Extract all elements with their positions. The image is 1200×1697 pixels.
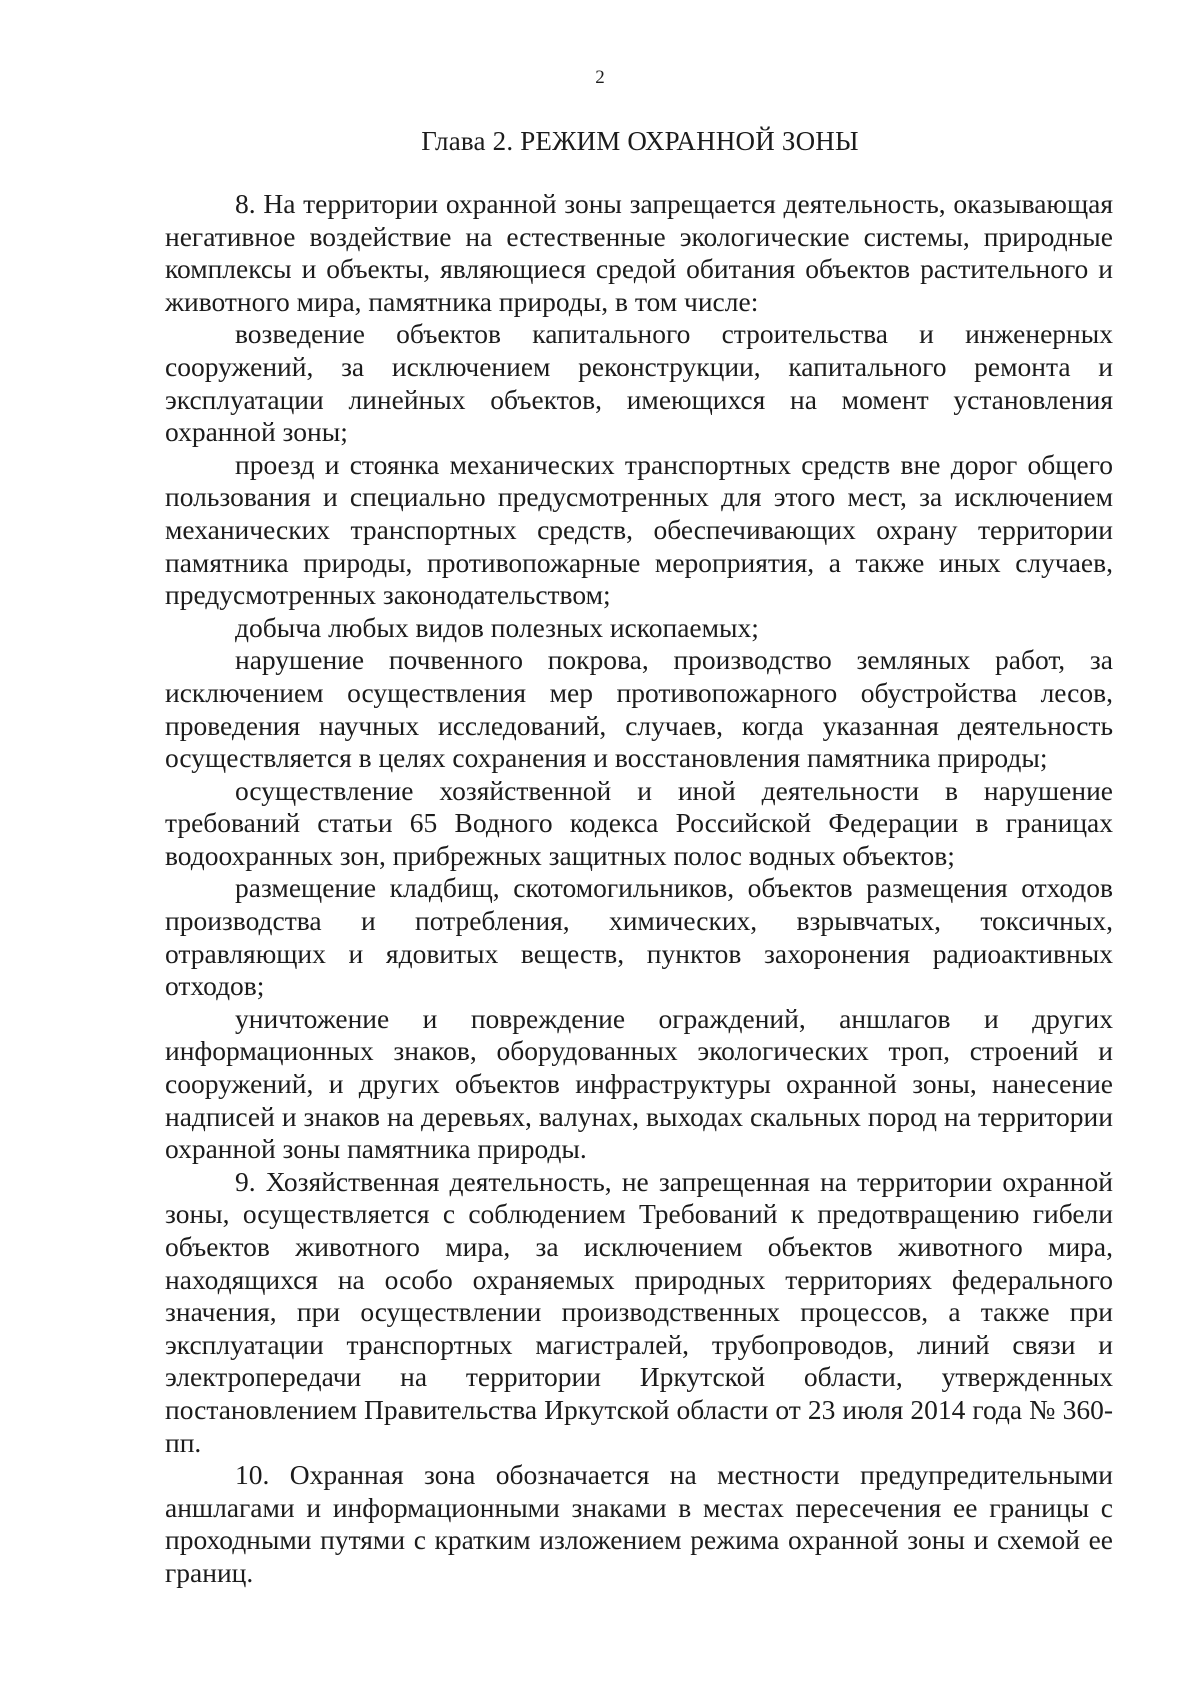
list-item-vehicles: проезд и стоянка механических транспортных средств вне дорог общего пользования и специально предусмотренных для этого мест, за исключением механических транспортных средств, обеспечивающих охрану территории памятника природы, противопожарные мероприятия, а также иных случаев, предусмотренных законодательством; (165, 448, 1113, 611)
list-item-water-code: осуществление хозяйственной и иной деятельности в нарушение требований статьи 65 Водного кодекса Российской Федерации в границах водоохранных зон, прибрежных защитных полос водных объектов; (165, 774, 1113, 871)
paragraph-9: 9. Хозяйственная деятельность, не запрещенная на территории охранной зоны, осуществляется с соблюдением Требований к предотвращению гибели объектов животного мира, за исключением объектов животного мира, находящихся на особо охраняемых природных территориях федерального значения, при осуществлении производственных процессов, а также при эксплуатации транспортных магистралей, трубопроводов, линий связи и электропередачи на территории Иркутской области, утвержденных постановлением Правительства Иркутской области от 23 июля 2014 года № 360-пп. (165, 1165, 1113, 1458)
list-item-mining: добыча любых видов полезных ископаемых; (235, 611, 759, 643)
list-item-soil: нарушение почвенного покрова, производство земляных работ, за исключением осуществления мер противопожарного обустройства лесов, проведения научных исследований, случаев, когда указанная деятельность осуществляется в целях сохранения и восстановления памятника природы; (165, 644, 1113, 774)
document-body (165, 188, 1113, 1590)
list-item-damage: уничтожение и повреждение ограждений, аншлагов и других информационных знаков, оборудованных экологических троп, строений и сооружений, и других объектов инфраструктуры охранной зоны, нанесение надписей и знаков на деревьях, валунах, выходах скальных пород на территории охранной зоны памятника природы. (165, 1002, 1113, 1165)
chapter-title: Глава 2. РЕЖИМ ОХРАННОЙ ЗОНЫ (421, 126, 859, 156)
list-item-construction: возведение объектов капитального строительства и инженерных сооружений, за исключением реконструкции, капитального ремонта и эксплуатации линейных объектов, имеющихся на момент установления охранной зоны; (165, 318, 1113, 448)
paragraph-8: 8. На территории охранной зоны запрещается деятельность, оказывающая негативное воздействие на естественные экологические системы, природные комплексы и объекты, являющиеся средой обитания объектов растительного и животного мира, памятника природы, в том числе: (165, 188, 1113, 317)
paragraph-10: 10. Охранная зона обозначается на местности предупредительными аншлагами и информационными знаками в местах пересечения ее границы с проходными путями с кратким изложением режима охранной зоны и схемой ее границ. (165, 1459, 1113, 1588)
list-item-waste: размещение кладбищ, скотомогильников, объектов размещения отходов производства и потребления, химических, взрывчатых, токсичных, отравляющих и ядовитых веществ, пунктов захоронения радиоактивных отходов; (165, 872, 1113, 1002)
page-number: 2 (595, 67, 605, 88)
